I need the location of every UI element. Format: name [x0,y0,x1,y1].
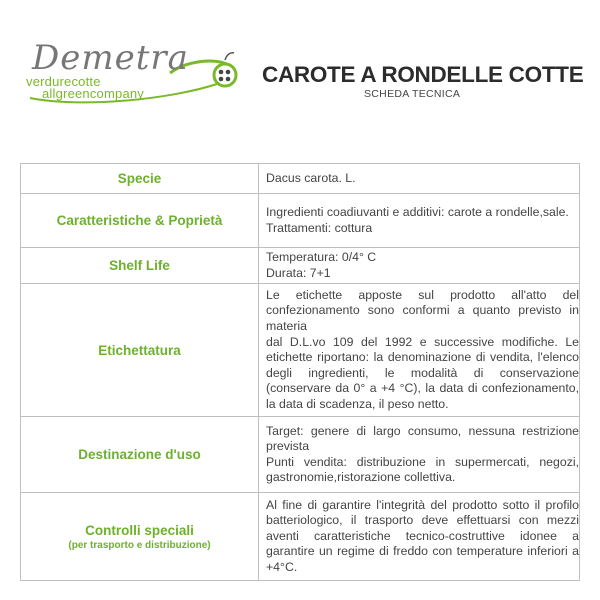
controlli-label: Controlli speciali [85,522,194,538]
row-value-caratteristiche [259,194,580,248]
row-value-controlli [259,493,580,581]
value-line: Durata: 7+1 [266,265,331,280]
document-subtitle: SCHEDA TECNICA [364,88,461,100]
row-label-etichettatura: Etichettatura [21,284,259,417]
value-line: Dacus carota. L. [266,170,356,185]
row-value-destinazione [259,417,580,493]
value-line: dal D.L.vo 109 del 1992 e successive modifiche. Le etichette riportano: la denominazione di vendita, l'elenco degli ingredienti, le modalità di conservazione (conservare da 0° a +4 °C), la data di confezionamento, la data di scadenza, il peso netto. [266,334,579,411]
table-row-specie [21,164,580,194]
value-line: Punti vendita: distribuzione in supermercati, negozi, gastronomie,ristorazione collettiva. [266,454,579,485]
company-logo [20,38,250,108]
logo-brand-text: Demetra [32,38,189,78]
value-line: Temperatura: 0/4° C [266,250,377,264]
logo-tagline-1: verdurecotte [26,74,101,89]
document-title: CAROTE A RONDELLE COTTE [262,62,584,87]
controlli-sublabel: (per trasporto e distribuzione) [68,539,211,551]
row-label-specie: Specie [21,164,259,194]
row-label-controlli [21,493,259,581]
row-value-specie [259,164,580,194]
value-line: Al fine di garantire l'integrità del prodotto sotto il profilo batteriologico, il trasporto deve effettuarsi con mezzi aventi caratteristiche tecnico-costruttive idonee a garantire un regime di freddo con temperature inferiori a +4°C. [266,497,579,575]
row-value-shelf-life [259,248,580,284]
row-value-etichettatura [259,284,580,417]
technical-sheet-table [20,163,580,581]
table-row-caratteristiche [21,194,580,248]
logo-tagline-2: allgreencompany [42,86,145,101]
row-label-shelf-life: Shelf Life [21,248,259,284]
table-row-controlli [21,493,580,581]
value-line: Target: genere di largo consumo, nessuna restrizione prevista [266,423,579,454]
row-label-destinazione: Destinazione d'uso [21,417,259,493]
value-line: Ingredienti coadiuvanti e additivi: carote a rondelle,sale. [266,204,569,219]
row-label-caratteristiche: Caratteristiche & Poprietà [21,194,259,248]
value-line: Trattamenti: cottura [266,220,373,235]
table-row-etichettatura [21,284,580,417]
table-row-destinazione [21,417,580,493]
value-line: Le etichette apposte sul prodotto all'atto del confezionamento sono conformi a quanto previsto in materia [266,287,579,333]
table-row-shelf-life [21,248,580,284]
